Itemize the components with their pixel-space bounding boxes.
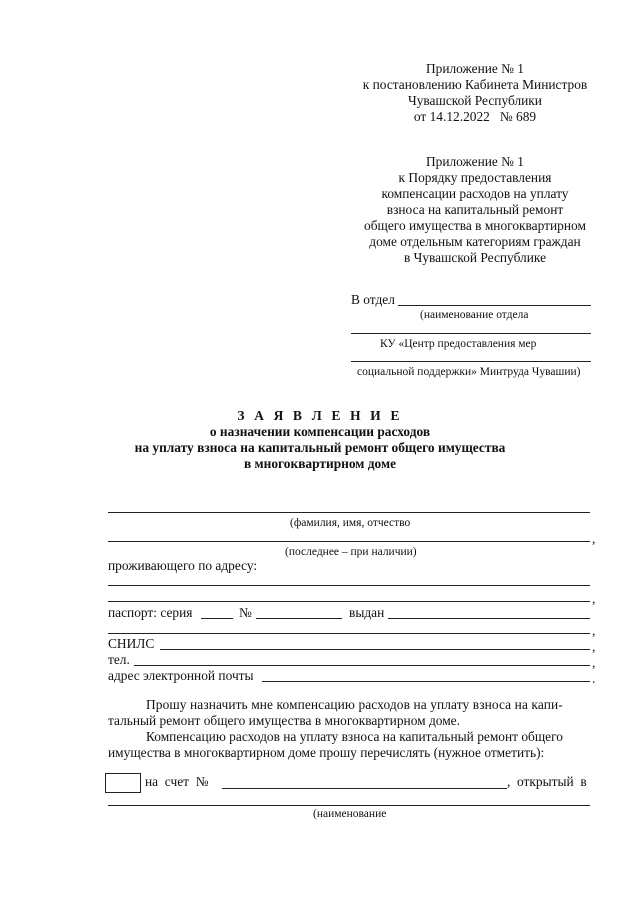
- opened-at-label: , открытый в: [507, 774, 587, 789]
- center-hint: КУ «Центр предоставления мер: [380, 338, 537, 350]
- full-name-hint: (фамилия, имя, отчество: [290, 517, 411, 529]
- passport-issued-field-2[interactable]: [108, 633, 590, 634]
- department-name-field-2[interactable]: [351, 333, 591, 334]
- address-field-2[interactable]: [108, 601, 590, 602]
- account-label: на счет №: [145, 774, 209, 789]
- account-number-field[interactable]: [222, 788, 507, 789]
- dot: .: [592, 671, 596, 686]
- passport-series-label: паспорт: серия: [108, 605, 193, 620]
- appendix-2-line: компенсации расходов на уплату: [381, 186, 569, 201]
- appendix-2-block: [340, 154, 610, 266]
- snils-label: СНИЛС: [108, 636, 155, 651]
- document-subtitle-3: в многоквартирном доме: [243, 456, 397, 471]
- comma: ,: [592, 531, 596, 546]
- appendix-1-date: от 14.12.2022 № 689: [413, 109, 537, 124]
- appendix-2-line: в Чувашской Республике: [403, 250, 547, 265]
- address-field[interactable]: [108, 585, 590, 586]
- bank-name-hint: (наименование: [313, 808, 387, 820]
- bank-name-field[interactable]: [108, 805, 590, 806]
- full-name-hint-2: (последнее – при наличии): [285, 546, 417, 558]
- document-subtitle-2: на уплату взноса на капитальный ремонт общего имущества: [134, 440, 506, 455]
- appendix-2-line: доме отдельным категориям граждан: [369, 234, 581, 249]
- passport-issued-field[interactable]: [388, 618, 590, 619]
- full-name-field[interactable]: [108, 512, 590, 513]
- department-name-field[interactable]: [398, 305, 591, 306]
- department-name-field-3[interactable]: [351, 361, 591, 362]
- snils-field[interactable]: [160, 649, 590, 650]
- email-label: адрес электронной почты: [108, 668, 254, 683]
- request-paragraph-line-2: тальный ремонт общего имущества в многоквартирном доме.: [108, 713, 460, 728]
- department-hint: (наименование отдела: [420, 309, 529, 321]
- appendix-2-line: Приложение № 1: [425, 154, 525, 169]
- comma: ,: [592, 623, 596, 638]
- comma: ,: [592, 591, 596, 606]
- appendix-2-line: взноса на капитальный ремонт: [386, 202, 564, 217]
- appendix-2-line: к Порядку предоставления: [398, 170, 552, 185]
- appendix-1-block: [340, 61, 610, 125]
- passport-number-label: №: [239, 605, 252, 620]
- request-paragraph-line-1: Прошу назначить мне компенсацию расходов на уплату взноса на капи-: [146, 697, 563, 712]
- account-option-checkbox[interactable]: [105, 773, 141, 793]
- appendix-1-resolution: к постановлению Кабинета Министров: [362, 77, 588, 92]
- ministry-hint: социальной поддержки» Минтруда Чувашии): [357, 366, 581, 378]
- appendix-1-title: Приложение № 1: [425, 61, 525, 76]
- comma: ,: [592, 639, 596, 654]
- phone-field[interactable]: [134, 665, 590, 666]
- passport-number-field[interactable]: [256, 618, 342, 619]
- email-field[interactable]: [262, 681, 590, 682]
- appendix-1-republic: Чувашской Республики: [408, 93, 542, 108]
- document-subtitle-1: о назначении компенсации расходов: [209, 424, 431, 439]
- addressee-prefix: В отдел: [351, 292, 395, 307]
- address-label: проживающего по адресу:: [108, 558, 258, 573]
- document-title-block: [0, 408, 640, 472]
- document-title: З А Я В Л Е Н И Е: [237, 408, 403, 423]
- passport-issued-label: выдан: [349, 605, 385, 620]
- transfer-paragraph-line-1: Компенсацию расходов на уплату взноса на капитальный ремонт общего: [146, 729, 563, 744]
- transfer-paragraph-line-2: имущества в многоквартирном доме прошу перечислять (нужное отметить):: [108, 745, 545, 760]
- passport-series-field[interactable]: [201, 618, 233, 619]
- phone-label: тел.: [108, 652, 130, 667]
- comma: ,: [592, 655, 596, 670]
- full-name-field-2[interactable]: [108, 541, 590, 542]
- appendix-2-line: общего имущества в многоквартирном: [364, 218, 586, 233]
